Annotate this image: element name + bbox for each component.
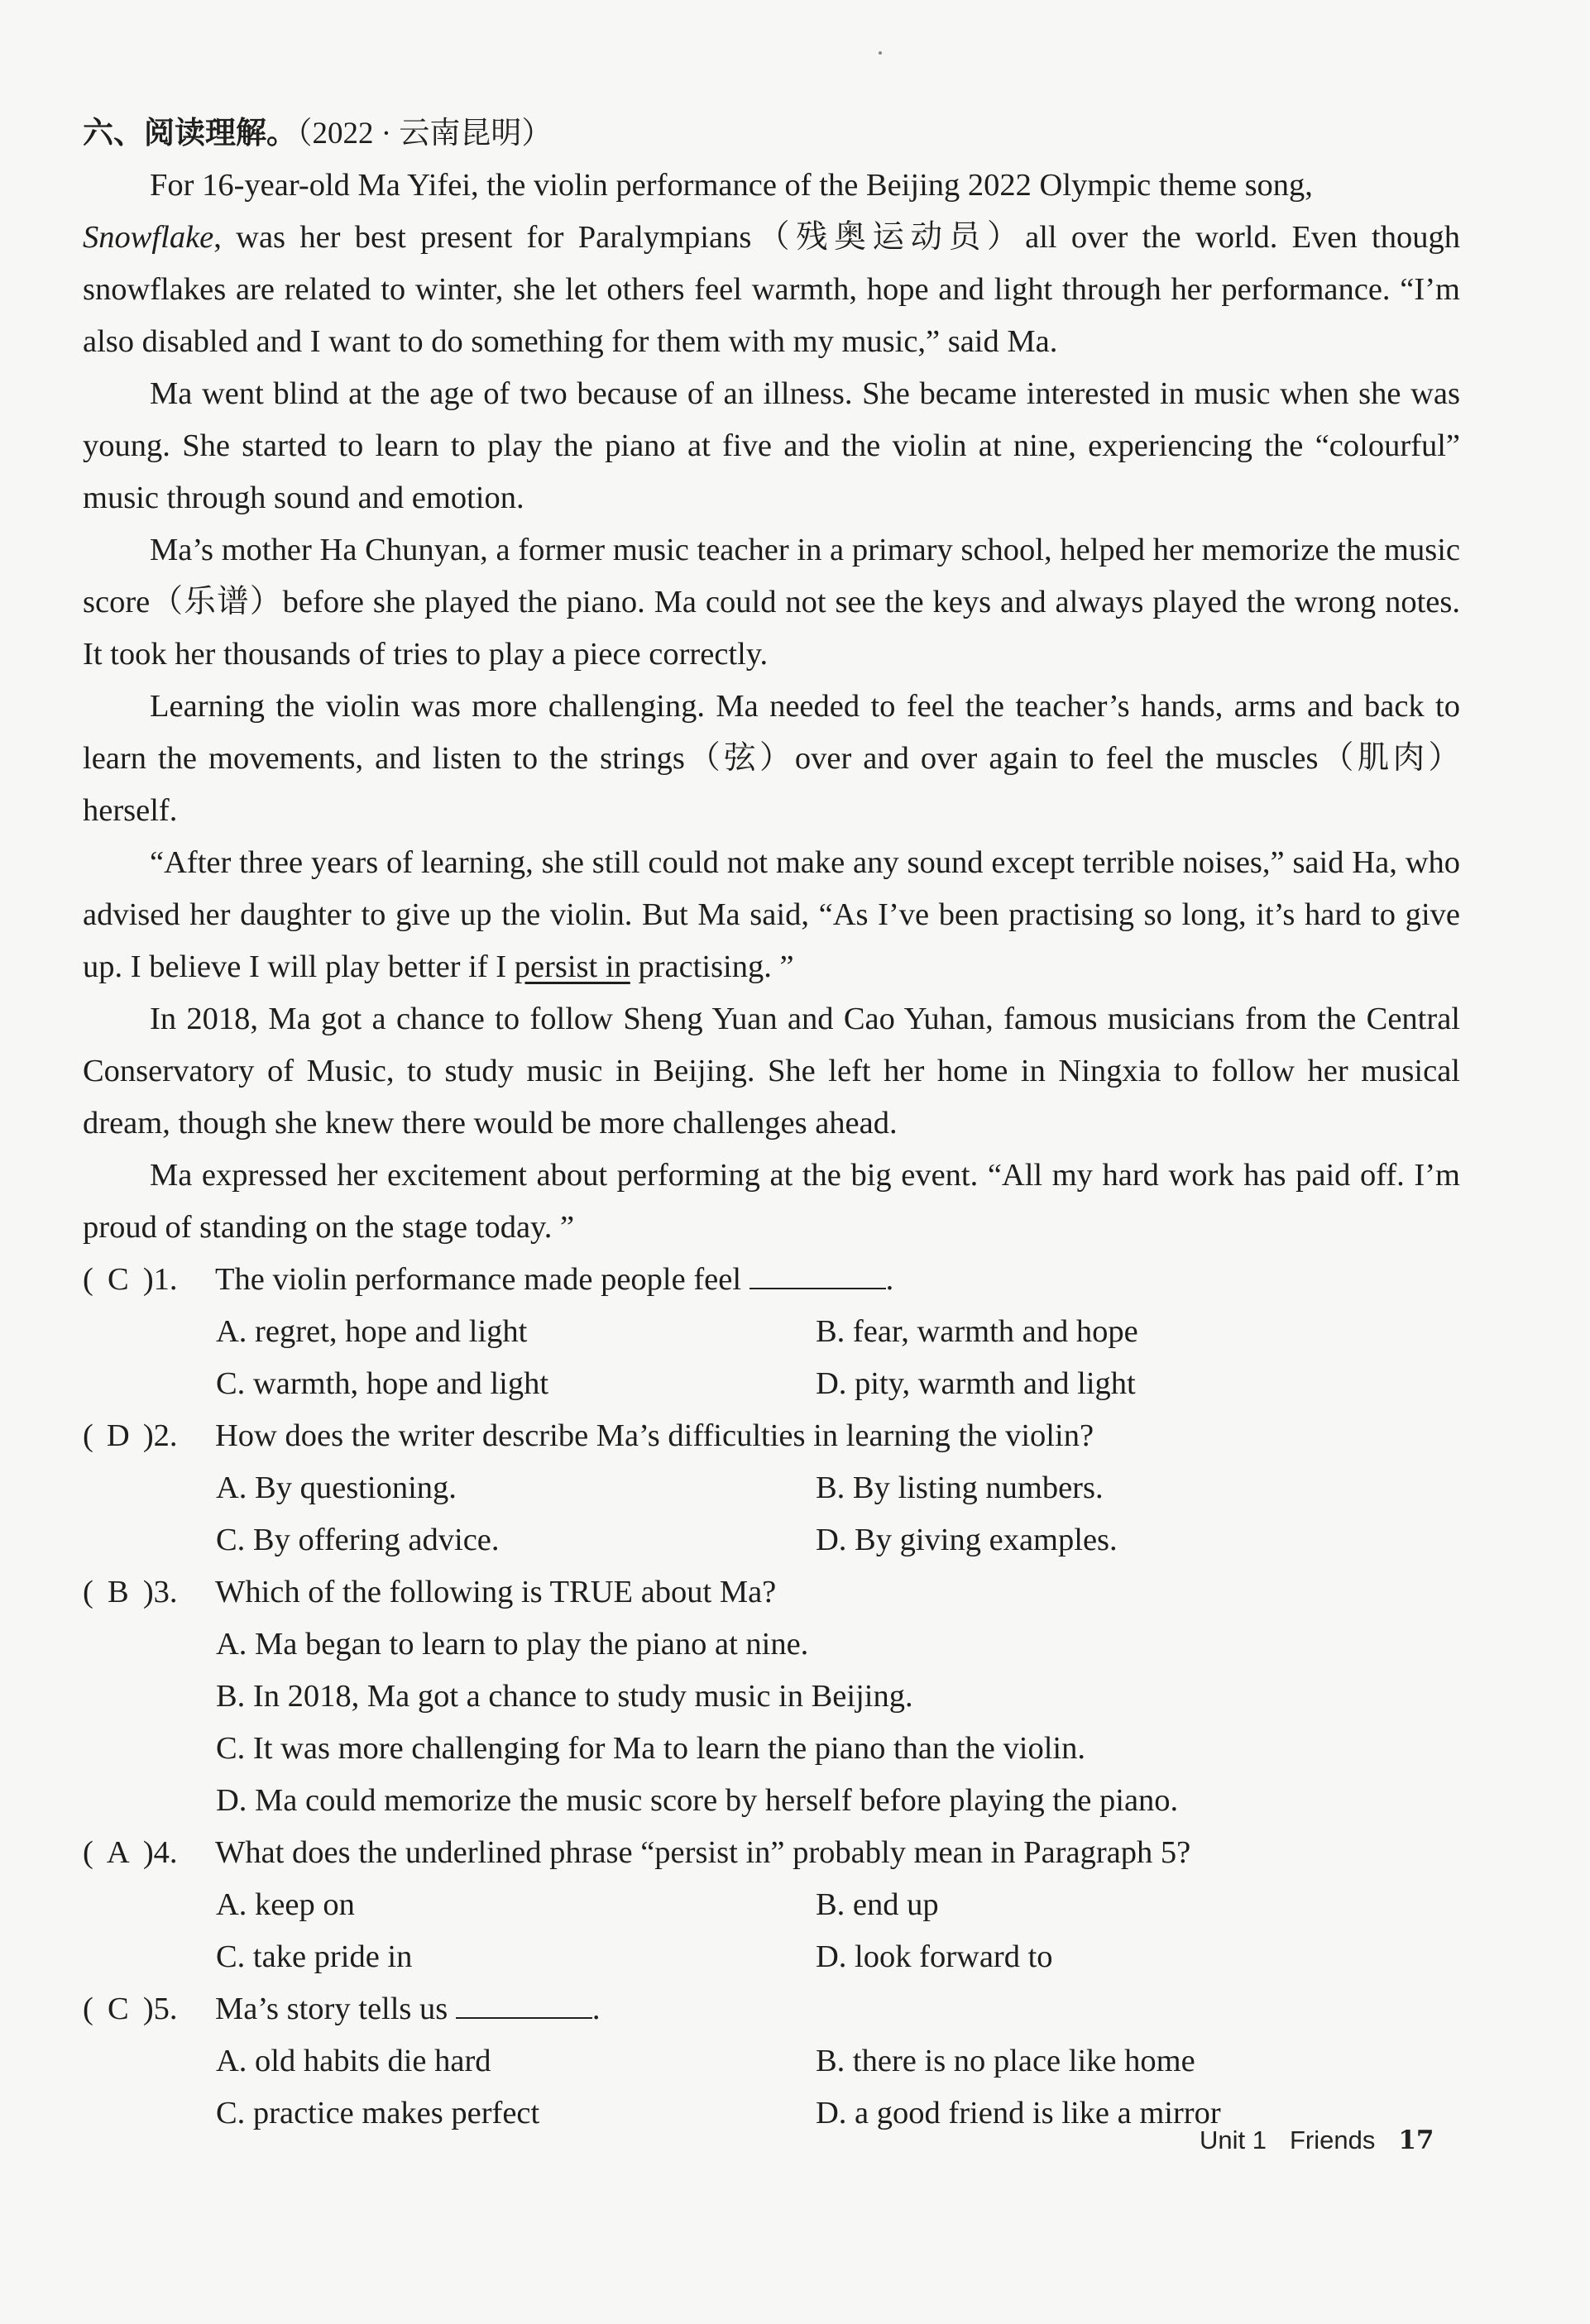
paragraph-5-text-b: practising. ” <box>630 949 794 984</box>
answer-bracket-4: ( A )4. <box>83 1827 215 1879</box>
answer-5: C <box>107 1992 129 2026</box>
question-number-1: 1. <box>153 1262 178 1297</box>
options-3-row-1 <box>83 1619 1460 1671</box>
footer-title: Friends <box>1289 2126 1376 2154</box>
answer-blank-1 <box>750 1263 886 1289</box>
paragraph-2: Ma went blind at the age of two because of an illness. She became interested in music when she was young. She started to learn to play the piano at five and the violin at nine, experiencing the “colourful” music through sound and emotion. <box>83 376 1460 515</box>
question-2 <box>83 1410 1460 1462</box>
option-1c: C. warmth, hope and light <box>216 1366 549 1401</box>
underlined-phrase: persist in <box>514 949 630 984</box>
question-number-3: 3. <box>153 1575 178 1609</box>
paragraph-3: Ma’s mother Ha Chunyan, a former music teacher in a primary school, helped her memorize the music score（乐谱）before she played the piano. Ma could not see the keys and always played the wrong notes. It took her thousands of tries to play a piece correctly. <box>83 533 1460 672</box>
question-stem-4: What does the underlined phrase “persist in” probably mean in Paragraph 5? <box>215 1835 1191 1870</box>
answer-4: A <box>106 1835 130 1870</box>
question-5 <box>83 1983 1460 2035</box>
answer-blank-5 <box>456 1992 592 2019</box>
section-heading <box>83 108 1460 160</box>
options-2-row-1 <box>83 1462 1460 1514</box>
question-number-4: 4. <box>153 1835 178 1870</box>
options-3-row-4 <box>83 1775 1460 1827</box>
options-1-row-2 <box>83 1358 1460 1410</box>
options-5-row-1 <box>83 2035 1460 2087</box>
option-5d: D. a good friend is like a mirror <box>816 2096 1221 2130</box>
option-5b: B. there is no place like home <box>816 2044 1195 2078</box>
question-stem-1: The violin performance made people feel <box>215 1262 742 1297</box>
option-2c: C. By offering advice. <box>216 1523 500 1557</box>
option-1b: B. fear, warmth and hope <box>816 1314 1138 1349</box>
question-stem-2: How does the writer describe Ma’s difficulties in learning the violin? <box>215 1418 1094 1453</box>
paragraph-1 <box>83 160 1460 368</box>
option-5c: C. practice makes perfect <box>216 2096 540 2130</box>
footer-unit: Unit 1 <box>1200 2126 1267 2154</box>
paragraph-7: Ma expressed her excitement about performing at the big event. “All my hard work has paid off. I’m proud of standing on the stage today. ” <box>83 1158 1460 1245</box>
option-1a: A. regret, hope and light <box>216 1314 528 1349</box>
options-4-row-2 <box>83 1931 1460 1983</box>
option-2a: A. By questioning. <box>216 1470 457 1505</box>
answer-bracket-3: ( B )3. <box>83 1566 215 1619</box>
answer-bracket-2: ( D )2. <box>83 1410 215 1462</box>
answer-3: B <box>107 1575 129 1609</box>
question-number-2: 2. <box>153 1418 178 1453</box>
answer-bracket-1: ( C )1. <box>83 1254 215 1306</box>
paragraph-6: In 2018, Ma got a chance to follow Sheng Yuan and Cao Yuhan, famous musicians from the Central Conservatory of Music, to study music in Beijing. She left her home in Ningxia to follow her musical dream, though she knew there would be more challenges ahead. <box>83 1002 1460 1140</box>
song-title: Snowflake <box>83 220 214 255</box>
option-4b: B. end up <box>816 1887 939 1922</box>
option-3c: C. It was more challenging for Ma to learn the piano than the violin. <box>216 1731 1085 1766</box>
option-4d: D. look forward to <box>816 1939 1053 1974</box>
options-4-row-1 <box>83 1879 1460 1931</box>
answer-2: D <box>106 1418 130 1453</box>
option-2b: B. By listing numbers. <box>816 1470 1104 1505</box>
paragraph-1-text-b: , was her best present for Paralympians（残奥运动员）all over the world. Even though snowflakes are related to winter, she let others feel warmth, hope and light through her performance. “I’m also disabled and I want to do something for them with my music,” said Ma. <box>83 220 1460 359</box>
question-1 <box>83 1254 1460 1306</box>
speck <box>879 51 882 55</box>
option-2d: D. By giving examples. <box>816 1523 1118 1557</box>
stem-end-1: . <box>885 1262 894 1297</box>
paragraph-5-text-a: “After three years of learning, she still could not make any sound except terrible noises,” said Ha, who advised her daughter to give up the violin. But Ma said, “As I’ve been practising so long, it’s hard to give up. I believe I will play better if I <box>83 845 1460 984</box>
question-3 <box>83 1566 1460 1619</box>
paragraph-1-text-a: For 16-year-old Ma Yifei, the violin performance of the Beijing 2022 Olympic theme song, <box>150 168 1313 203</box>
reading-section <box>83 108 1460 2140</box>
page-number: 17 <box>1398 2126 1434 2155</box>
options-3-row-3 <box>83 1723 1460 1775</box>
question-number-5: 5. <box>153 1992 178 2026</box>
option-4c: C. take pride in <box>216 1939 413 1974</box>
options-1-row-1 <box>83 1306 1460 1358</box>
option-1d: D. pity, warmth and light <box>816 1366 1136 1401</box>
page-footer <box>1200 2126 1434 2155</box>
options-2-row-2 <box>83 1514 1460 1566</box>
question-stem-3: Which of the following is TRUE about Ma? <box>215 1575 777 1609</box>
stem-end-5: . <box>591 1992 601 2026</box>
paragraph-4: Learning the violin was more challenging. Ma needed to feel the teacher’s hands, arms and back to learn the movements, and listen to the strings（弦）over and over again to feel the muscles（肌肉）herself. <box>83 689 1460 828</box>
options-3-row-2 <box>83 1671 1460 1723</box>
option-5a: A. old habits die hard <box>216 2044 491 2078</box>
section-source: （2022 · 云南昆明） <box>297 117 553 151</box>
option-3b: B. In 2018, Ma got a chance to study music in Beijing. <box>216 1679 913 1714</box>
question-4 <box>83 1827 1460 1879</box>
paragraph-5 <box>83 837 1460 993</box>
option-3a: A. Ma began to learn to play the piano at nine. <box>216 1627 809 1662</box>
answer-bracket-5: ( C )5. <box>83 1983 215 2035</box>
section-title: 六、阅读理解。 <box>83 117 297 151</box>
answer-1: C <box>107 1262 129 1297</box>
option-4a: A. keep on <box>216 1887 355 1922</box>
question-stem-5: Ma’s story tells us <box>215 1992 448 2026</box>
option-3d: D. Ma could memorize the music score by herself before playing the piano. <box>216 1783 1179 1818</box>
